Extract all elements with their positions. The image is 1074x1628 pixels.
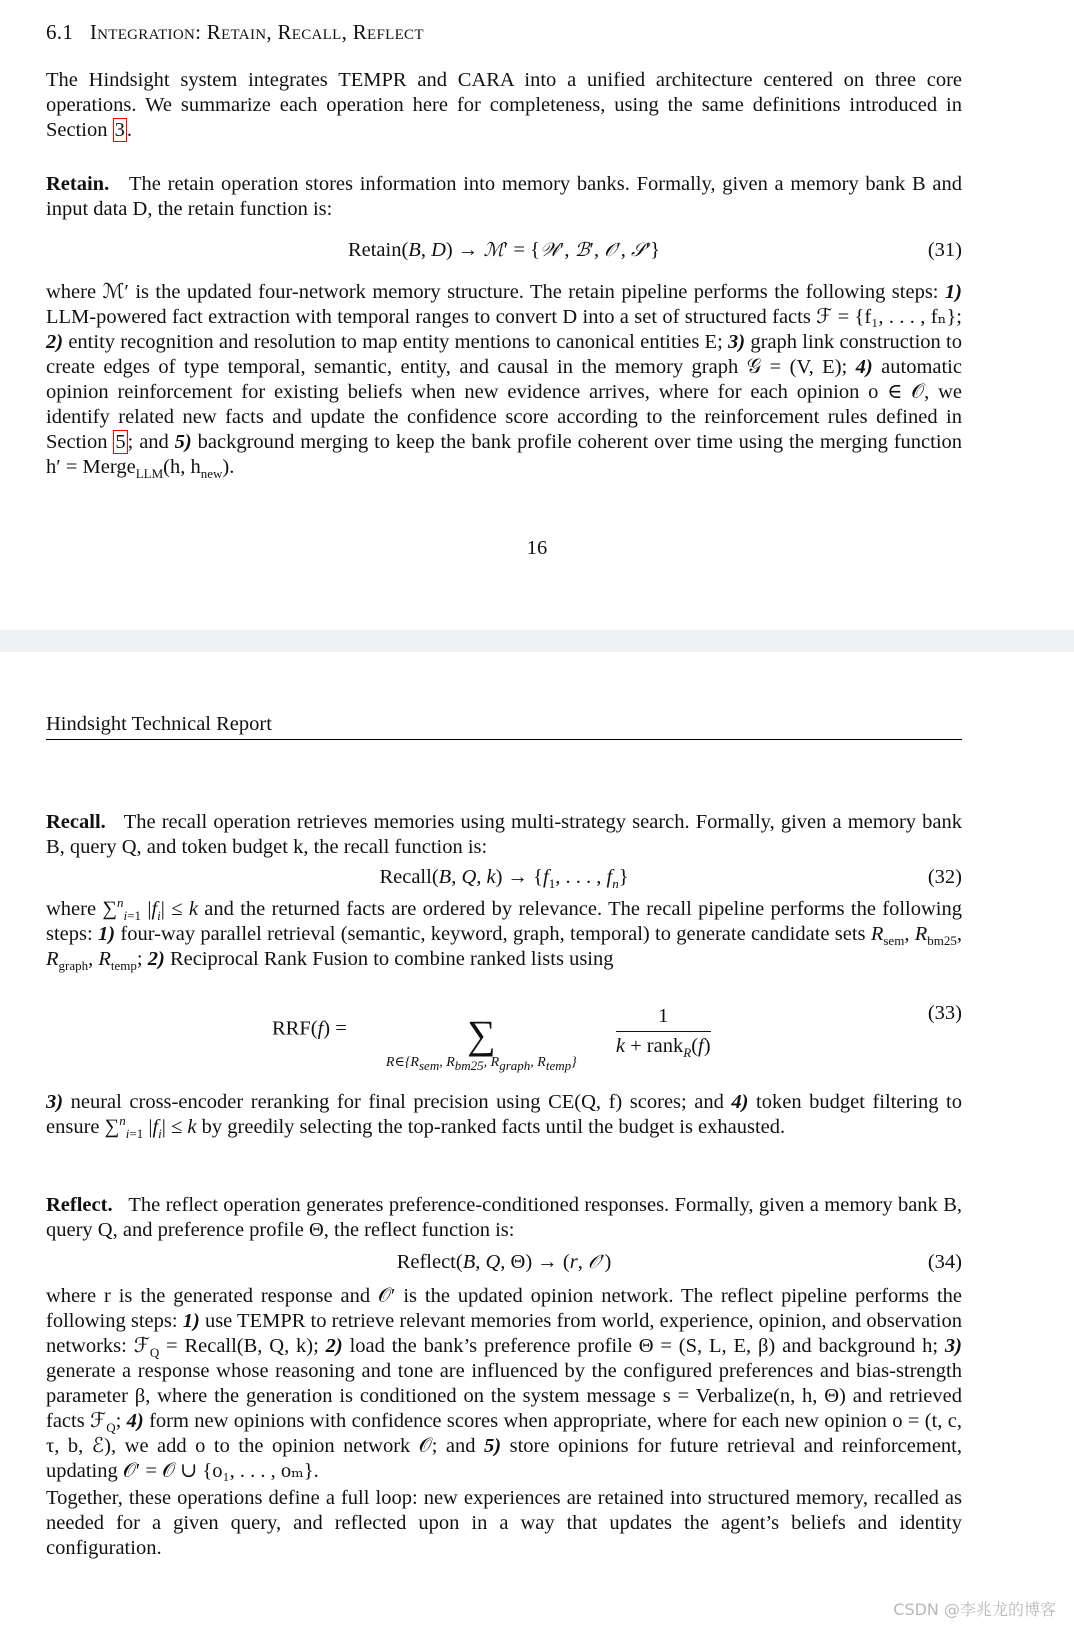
recall-pipeline-paragraph: where ∑$^n_{i=1}$ $|f_i| \le k$ and the returned facts are ordered by relevance. The recall pipeline performs the following steps: 1) four-way parallel retrieval (semantic, keyword, graph, temporal) to generate candidate sets $R_{sem}$, $R_{bm25}$, $R_{graph}$, $R_{temp}$; 2) Reciprocal Rank Fusion to combine ranked lists using [46, 895, 963, 974]
page-separator [0, 630, 1074, 652]
equation-number: (34) [927, 1251, 962, 1273]
equation-recall: Recall(B, Q, $k) \to \{f_1$, . . . , $f_n$} (32) [379, 866, 962, 892]
page-top [0, 0, 1074, 630]
recall-rerank-paragraph: 3) neural cross-encoder reranking for final precision using CE(Q, f) scores; and 4) token budget filtering to ensure ∑$^n_{i=1}$ $|f_i| \le k$ by greedily selecting the top-ranked facts until the budget is exhausted. [46, 1091, 962, 1142]
equation-number: (31) [927, 239, 962, 261]
page-number: 16 [526, 537, 548, 559]
section-ref-link[interactable]: 5 [115, 431, 126, 453]
equation-number: (32) [927, 866, 962, 888]
equation-number: (33) [927, 1002, 962, 1024]
section-number: 6.1 [46, 20, 74, 44]
running-head-title: Hindsight Technical Report [46, 713, 272, 735]
reflect-pipeline-paragraph: where r is the generated response and 𝒪′ is the updated opinion network. The reflect pipeline performs the following steps: 1) use TEMPR to retrieve relevant memories from world, experience, opinion, and observation networks: ℱ$_Q$ = Recall(B, Q, k); 2) load the bank’s preference profile Θ = (S, L, E, β) and background h; 3) generate a response whose reasoning and tone are influenced by the configured preferences and bias-strength parameter β, where the generation is conditioned on the system message s = Verbalize(n, h, Θ) and retrieved facts ℱ$_Q$; 4) form new opinions with confidence scores when appropriate, where for each new opinion o = (t, c, τ, b, ℰ), we add o to the opinion network 𝒪; and 5) store opinions for future retrieval and reinforcement, updating 𝒪′ = 𝒪 ∪ {o₁, . . . , oₘ}. [46, 1285, 962, 1482]
retain-heading: Retain. [46, 173, 110, 195]
retain-paragraph: Retain. The retain operation stores information into memory banks. Formally, given a memory bank B and input data D, the retain function is: [46, 173, 962, 220]
reflect-paragraph: Reflect. The reflect operation generates preference-conditioned responses. Formally, given a memory bank B, query Q, and preference profile Θ, the reflect function is: [46, 1194, 962, 1241]
closing-paragraph: Together, these operations define a full loop: new experiences are retained into structured memory, recalled as needed for a given query, and reflected upon in a way that updates the agent’s beliefs and identity configuration. [46, 1487, 962, 1559]
equation-reflect: Reflect(B, Q, Θ) → (r, 𝒪′) (34) [396, 1251, 962, 1273]
running-header [46, 712, 962, 740]
intro-paragraph: The Hindsight system integrates TEMPR and CARA into a unified architecture centered on three core operations. We summarize each operation here for completeness, using the same definitions introduced in Section 3. [46, 69, 962, 141]
recall-heading: Recall. [46, 811, 106, 833]
section-title: Integration: Retain, Recall, Reflect [89, 20, 424, 44]
retain-pipeline-paragraph: where ℳ′ is the updated four-network memory structure. The retain pipeline performs the following steps: 1) LLM-powered fact extraction with temporal ranges to convert D into a set of structured facts ℱ = {f₁, . . . , fₙ}; 2) entity recognition and resolution to map entity mentions to canonical entities E; 3) graph link construction to create edges of type temporal, semantic, entity, and causal in the memory graph 𝒢 = (V, E); 4) automatic opinion reinforcement for existing beliefs when new evidence arrives, where for each opinion o ∈ 𝒪, we identify related new facts and update the confidence score according to the reinforcement rules defined in Section 5; and 5) background merging to keep the bank profile coherent over time using the merging function h′ = Merge$_{LLM}$(h, $h_{new}$). [46, 281, 963, 482]
section-ref-link[interactable]: 3 [114, 119, 125, 141]
recall-paragraph: Recall. The recall operation retrieves memories using multi-strategy search. Formally, given a memory bank B, query Q, and token budget k, the recall function is: [46, 811, 962, 858]
equation-retain: Retain(B, D) → ℳ′ = {𝒲′, ℬ′, 𝒪′, 𝒮′} (31) [347, 239, 962, 261]
equation-rrf: RRF(f) = ∑ $R\in\{R_{sem}$, $R_{bm25}$, $R_{graph}$, $R_{temp}$} $\frac{1}{k + rank_R(f)}$ (33) [272, 1002, 962, 1073]
reflect-heading: Reflect. [46, 1194, 113, 1216]
watermark: CSDN @李兆龙的博客 [893, 1600, 1056, 1619]
section-heading [46, 20, 424, 45]
